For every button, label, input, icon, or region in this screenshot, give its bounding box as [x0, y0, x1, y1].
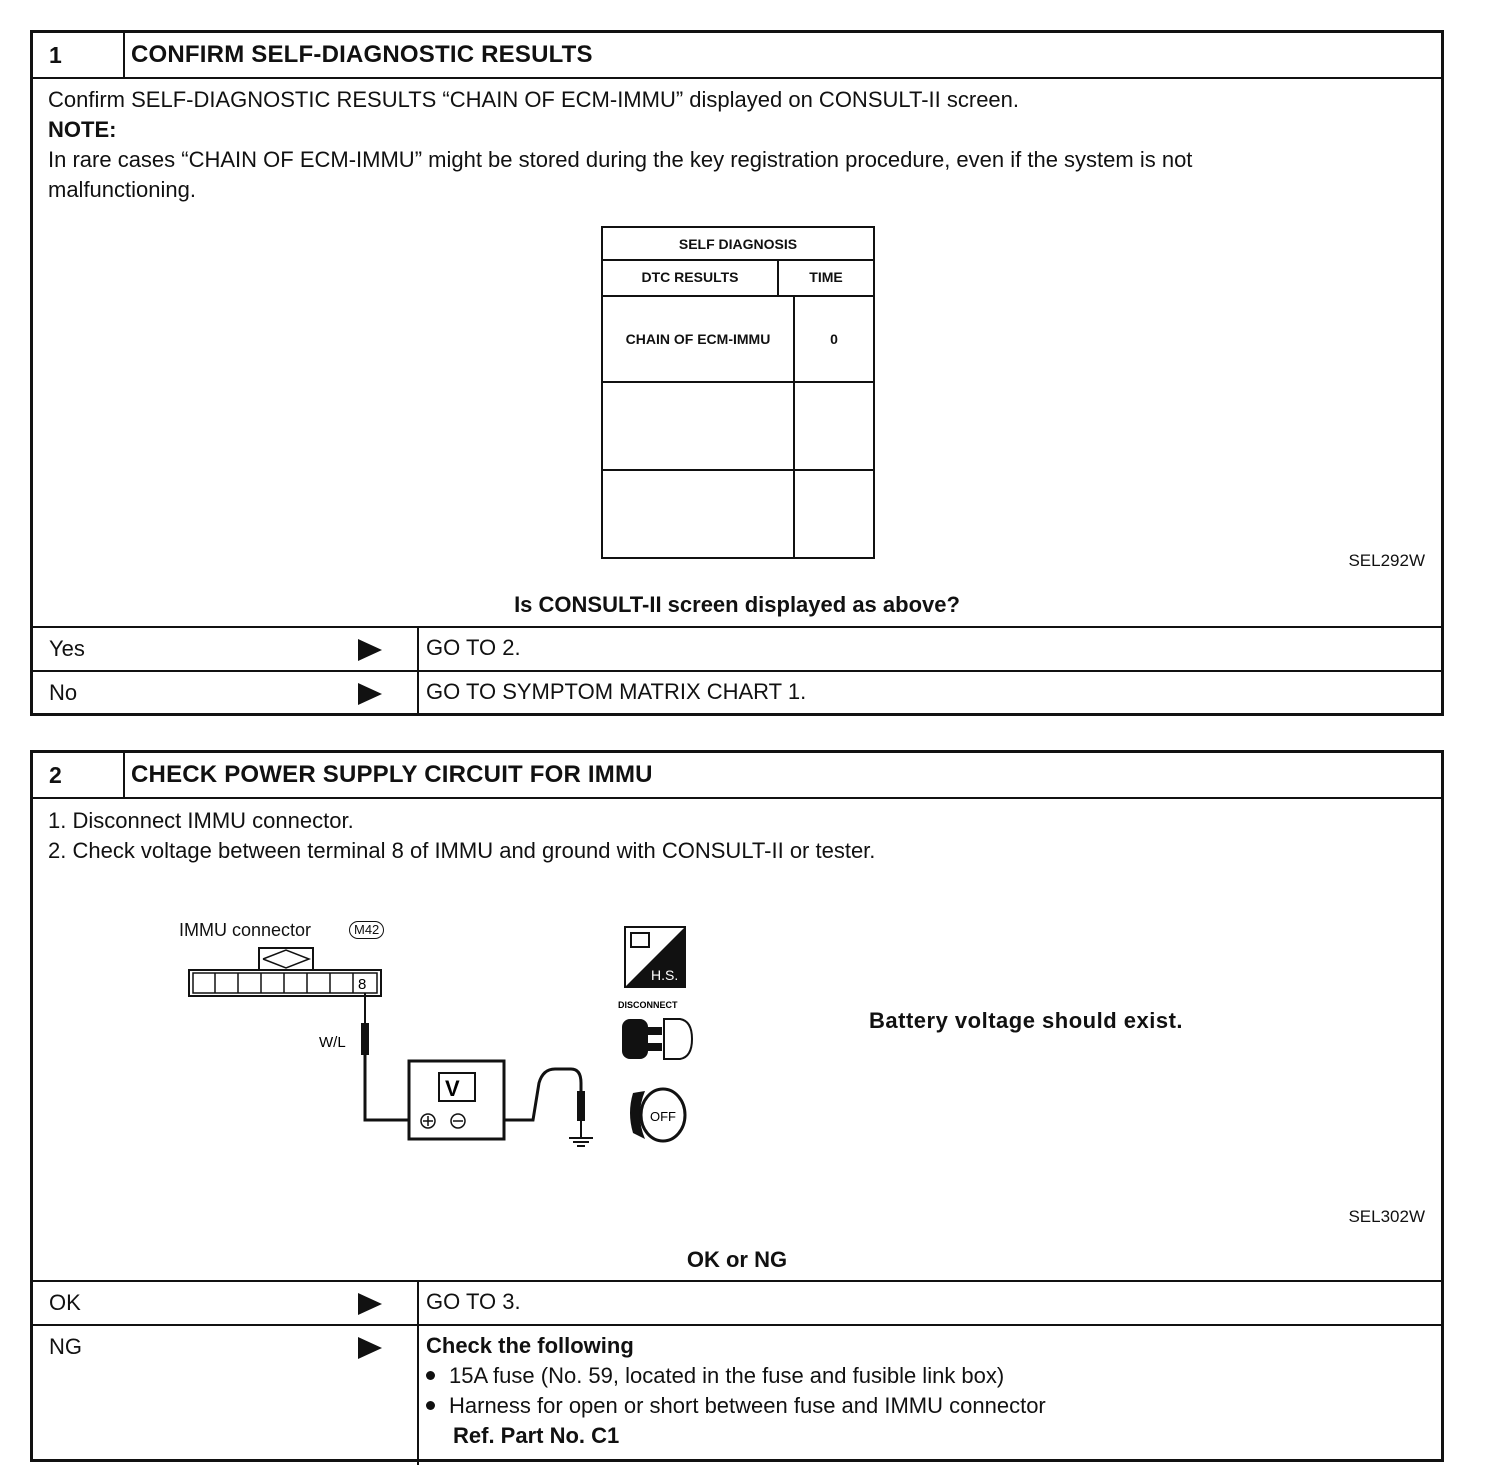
step-1-header — [33, 33, 1441, 79]
dtc-result-cell: CHAIN OF ECM-IMMU — [625, 331, 771, 347]
connector-label: IMMU connector — [179, 920, 312, 940]
answer-no-label: No — [49, 680, 78, 705]
ng-check-item-text: Harness for open or short between fuse and IMMU connector — [449, 1393, 1046, 1418]
voltmeter-label: V — [445, 1076, 460, 1101]
self-diagnosis-table — [601, 226, 875, 559]
disconnect-label: DISCONNECT — [618, 1000, 678, 1010]
column-header-time: TIME — [809, 269, 843, 285]
figure-code: SEL292W — [1348, 551, 1425, 570]
step-1-box — [30, 30, 1444, 716]
step-title: CHECK POWER SUPPLY CIRCUIT FOR IMMU — [131, 761, 653, 788]
ignition-off-icon — [623, 1083, 693, 1149]
ng-check-item-text: 15A fuse (No. 59, located in the fuse and fusible link box) — [449, 1363, 1005, 1388]
step-number: 2 — [49, 762, 62, 788]
voltage-check-diagram — [33, 753, 1443, 1253]
procedure-step-2: 2. Check voltage between terminal 8 of IMMU and ground with CONSULT-II or tester. — [48, 838, 876, 863]
column-header-dtc-results: DTC RESULTS — [641, 269, 739, 285]
note-text-line-2: malfunctioning. — [48, 177, 196, 202]
procedure-step-1: 1. Disconnect IMMU connector. — [48, 808, 354, 833]
harness-side-icon — [623, 925, 687, 989]
disconnect-icon — [618, 999, 698, 1065]
note-text-line-1: In rare cases “CHAIN OF ECM-IMMU” might be stored during the key registration procedure, even if the system is not — [48, 147, 1193, 172]
wire-color-label: W/L — [319, 1034, 346, 1051]
arrow-icon — [358, 683, 382, 705]
question: Is CONSULT-II screen displayed as above? — [514, 592, 960, 617]
table-title: SELF DIAGNOSIS — [678, 236, 798, 252]
step-2-box — [30, 750, 1444, 1462]
answer-ng-label: NG — [49, 1334, 82, 1359]
specification-text: Battery voltage should exist. — [869, 1008, 1184, 1033]
hs-label: H.S. — [651, 967, 679, 983]
answer-ok-action: GO TO 3. — [426, 1289, 521, 1314]
bullet-icon — [426, 1401, 435, 1410]
answer-no-action: GO TO SYMPTOM MATRIX CHART 1. — [426, 679, 807, 704]
answer-ok-label: OK — [49, 1290, 81, 1315]
off-label: OFF — [650, 1109, 676, 1124]
figure-code: SEL302W — [1348, 1207, 1425, 1226]
terminal-number: 8 — [358, 976, 367, 993]
question: OK or NG — [686, 1247, 788, 1272]
note-label: NOTE: — [48, 117, 117, 142]
arrow-icon — [358, 1337, 382, 1359]
ng-heading: Check the following — [426, 1333, 634, 1358]
step-number: 1 — [49, 42, 62, 68]
answer-yes-action: GO TO 2. — [426, 635, 521, 660]
step-title: CONFIRM SELF-DIAGNOSTIC RESULTS — [131, 41, 593, 68]
reference-part: Ref. Part No. C1 — [453, 1423, 620, 1448]
ng-check-item — [426, 1391, 1046, 1421]
answer-yes-label: Yes — [49, 636, 85, 661]
bullet-icon — [426, 1371, 435, 1380]
connector-id-badge: M42 — [349, 921, 384, 939]
instruction-text: Confirm SELF-DIAGNOSTIC RESULTS “CHAIN OF ECM-IMMU” displayed on CONSULT-II screen. — [48, 87, 1020, 112]
ng-check-item — [426, 1361, 1004, 1391]
time-cell: 0 — [830, 331, 838, 347]
arrow-icon — [358, 1293, 382, 1315]
arrow-icon — [358, 639, 382, 661]
